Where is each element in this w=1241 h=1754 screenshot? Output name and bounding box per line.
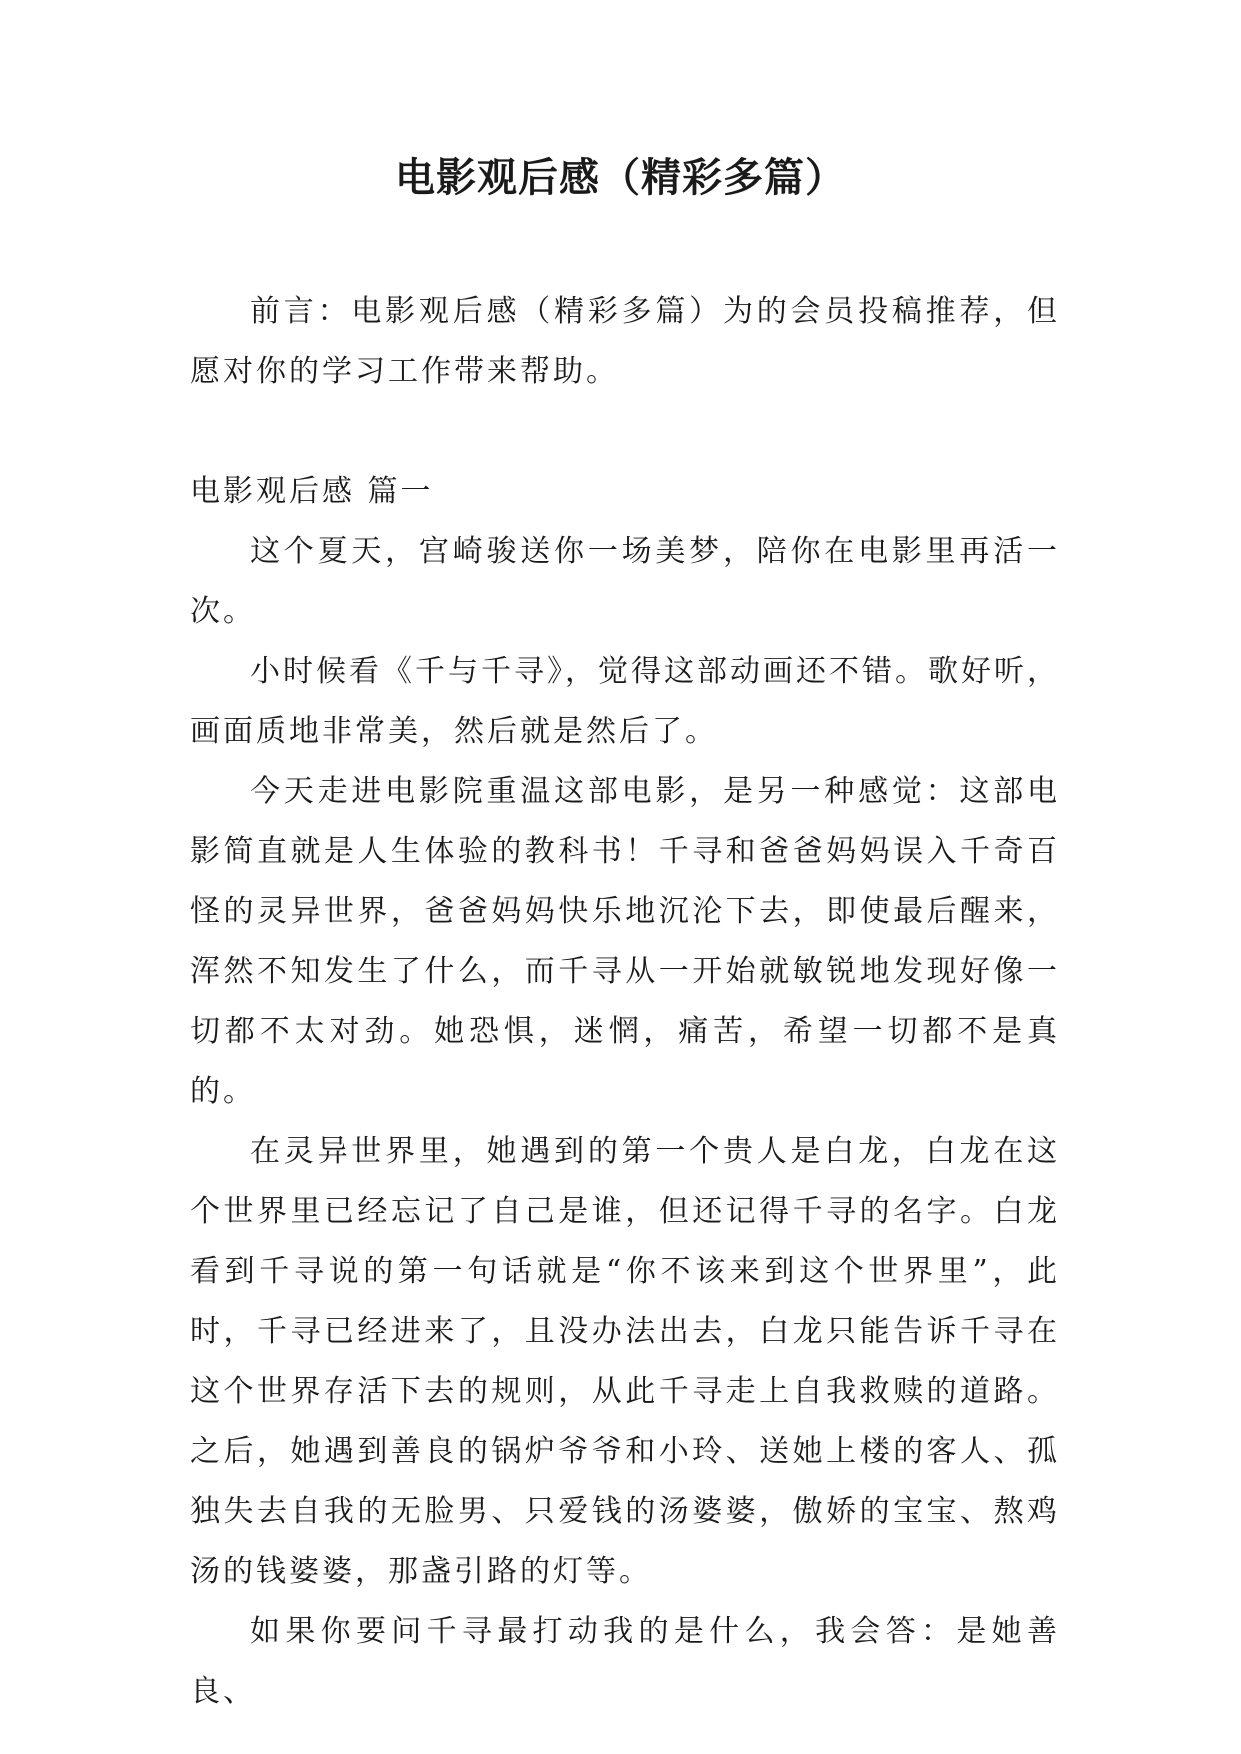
body-paragraph-3: 今天走进电影院重温这部电影，是另一种感觉：这部电影简直就是人生体验的教科书！千寻和爸爸妈妈误入千奇百怪的灵异世界，爸爸妈妈快乐地沉沦下去，即使最后醒来，浑然不知发生了什么，而千寻从一开始就敏锐地发现好像一切都不太对劲。她恐惧，迷惘，痛苦，希望一切都不是真的。 — [190, 774, 1060, 1109]
section-heading: 电影观后感 篇一 — [190, 474, 434, 509]
document-title: 电影观后感（精彩多篇） — [395, 155, 846, 201]
body-paragraph-2: 小时候看《千与千寻》，觉得这部动画还不错。歌好听，画面质地非常美，然后就是然后了。 — [190, 654, 1060, 749]
paragraph-gap — [190, 402, 1060, 462]
document-body — [190, 282, 1060, 1722]
preface-paragraph: 前言：电影观后感（精彩多篇）为的会员投稿推荐，但愿对你的学习工作带来帮助。 — [190, 294, 1060, 389]
body-paragraph-1: 这个夏天，宫崎骏送你一场美梦，陪你在电影里再活一次。 — [190, 534, 1060, 629]
body-paragraph-5: 如果你要问千寻最打动我的是什么，我会答：是她善良、 — [190, 1614, 1060, 1709]
body-paragraph-4: 在灵异世界里，她遇到的第一个贵人是白龙，白龙在这个世界里已经忘记了自己是谁，但还记得千寻的名字。白龙看到千寻说的第一句话就是“你不该来到这个世界里”，此时，千寻已经进来了，且没办法出去，白龙只能告诉千寻在这个世界存活下去的规则，从此千寻走上自我救赎的道路。之后，她遇到善良的锅炉爷爷和小玲、送她上楼的客人、孤独失去自我的无脸男、只爱钱的汤婆婆，傲娇的宝宝、熬鸡汤的钱婆婆，那盏引路的灯等。 — [190, 1134, 1060, 1589]
